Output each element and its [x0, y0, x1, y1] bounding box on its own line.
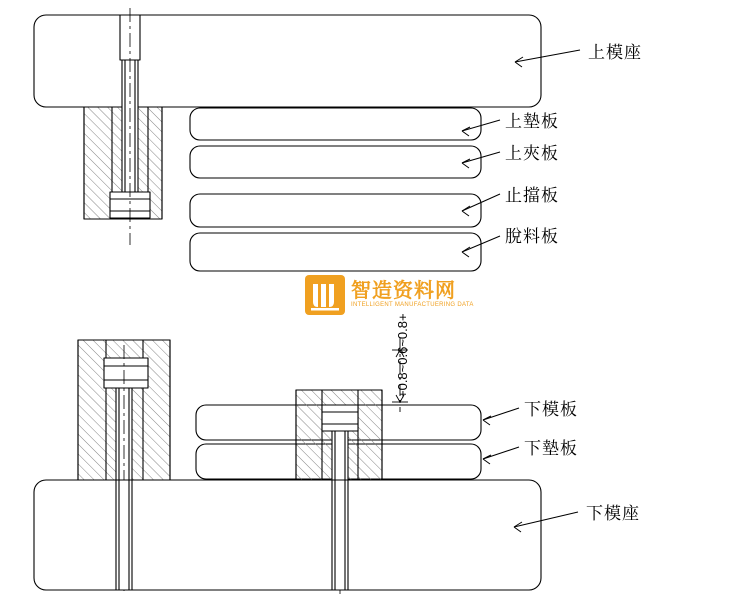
- label-lower-die-plate: 下模板: [524, 400, 578, 419]
- label-stop-plate: 止擋板: [505, 186, 559, 205]
- part-upper-die-shoe: [34, 15, 541, 107]
- watermark-text: [351, 281, 474, 308]
- label-upper-die-shoe: 上模座: [588, 43, 642, 62]
- label-upper-backing-plate: 上墊板: [505, 112, 559, 131]
- watermark-logo-icon: [305, 275, 345, 315]
- watermark-name: 智造资料网: [351, 280, 456, 303]
- part-stop-plate: [190, 194, 481, 227]
- part-lower-die-shoe: [34, 480, 541, 590]
- label-stripper-plate: 脫料板: [505, 227, 559, 246]
- part-upper-clamp-plate: [190, 146, 481, 178]
- label-lower-backing-plate: 下墊板: [524, 439, 578, 458]
- label-upper-clamp-plate: 上夾板: [505, 144, 559, 163]
- part-upper-backing-plate: [190, 108, 481, 140]
- gap-dimension-label: +0.8~0.6~0.8+: [395, 313, 410, 398]
- part-stripper-plate: [190, 233, 481, 271]
- label-lower-die-shoe: 下模座: [586, 504, 640, 523]
- watermark: [305, 275, 474, 315]
- watermark-subtitle: INTELLIGENT MANUFACTUERING DATA: [351, 302, 474, 309]
